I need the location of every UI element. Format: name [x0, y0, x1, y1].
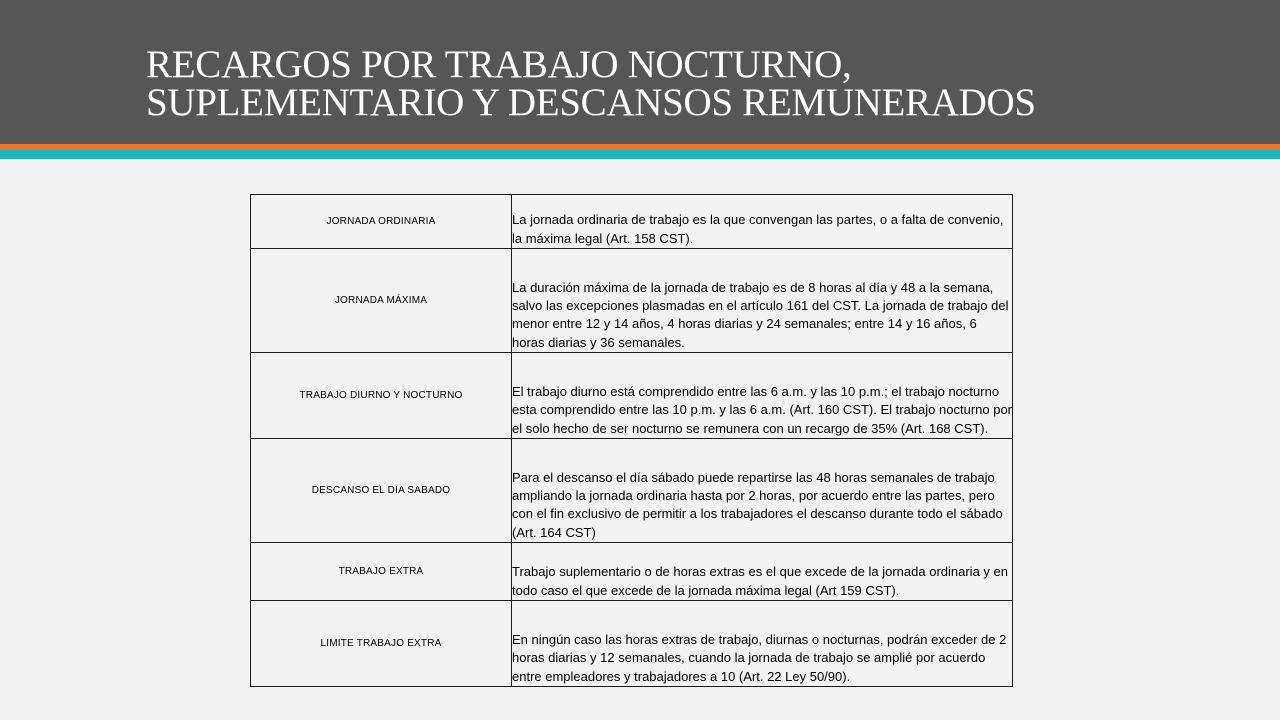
- row-description: Para el descanso el día sábado puede repartirse las 48 horas semanales de trabajo ampliando la jornada ordinaria hasta por 2 horas, por acuerdo entre las partes, pero con el fin exclusivo de permitir a los trabajadores el descanso durante todo el sábado (Art. 164 CST): [512, 439, 1013, 543]
- row-label: JORNADA ORDINARIA: [251, 195, 512, 249]
- row-label: DESCANSO EL DIA SABADO: [251, 439, 512, 543]
- row-description: Trabajo suplementario o de horas extras es el que excede de la jornada ordinaria y en todo caso el que excede de la jornada máxima legal (Art 159 CST).: [512, 543, 1013, 601]
- table-row: [251, 353, 1013, 439]
- slide-title-line-1: RECARGOS POR TRABAJO NOCTURNO,: [146, 43, 852, 86]
- slide-title: [146, 43, 1246, 124]
- row-description: La jornada ordinaria de trabajo es la que convengan las partes, o a falta de convenio, la máxima legal (Art. 158 CST).: [512, 195, 1013, 249]
- row-label: LIMITE TRABAJO EXTRA: [251, 601, 512, 687]
- slide-title-line-2: SUPLEMENTARIO Y DESCANSOS REMUNERADOS: [146, 81, 1036, 124]
- overtime-rules-table: [250, 194, 1013, 687]
- row-description: La duración máxima de la jornada de trabajo es de 8 horas al día y 48 a la semana, salvo las excepciones plasmadas en el artículo 161 del CST. La jornada de trabajo del menor entre 12 y 14 años, 4 horas diarias y 24 semanales; entre 14 y 16 años, 6 horas diarias y 36 semanales.: [512, 249, 1013, 353]
- teal-accent-stripe: [0, 150, 1280, 159]
- table-row: [251, 249, 1013, 353]
- row-label: JORNADA MÁXIMA: [251, 249, 512, 353]
- table-row: [251, 543, 1013, 601]
- table-row: [251, 601, 1013, 687]
- title-bar: [0, 0, 1280, 144]
- row-label: TRABAJO DIURNO Y NOCTURNO: [251, 353, 512, 439]
- table-row: [251, 439, 1013, 543]
- row-description: En ningún caso las horas extras de trabajo, diurnas o nocturnas, podrán exceder de 2 horas diarias y 12 semanales, cuando la jornada de trabajo se amplié por acuerdo entre empleadores y trabajadores a 10 (Art. 22 Ley 50/90).: [512, 601, 1013, 687]
- table-row: [251, 195, 1013, 249]
- row-description: El trabajo diurno está comprendido entre las 6 a.m. y las 10 p.m.; el trabajo nocturno esta comprendido entre las 10 p.m. y las 6 a.m. (Art. 160 CST). El trabajo nocturno por el solo hecho de ser nocturno se remunera con un recargo de 35% (Art. 168 CST).: [512, 353, 1013, 439]
- row-label: TRABAJO EXTRA: [251, 543, 512, 601]
